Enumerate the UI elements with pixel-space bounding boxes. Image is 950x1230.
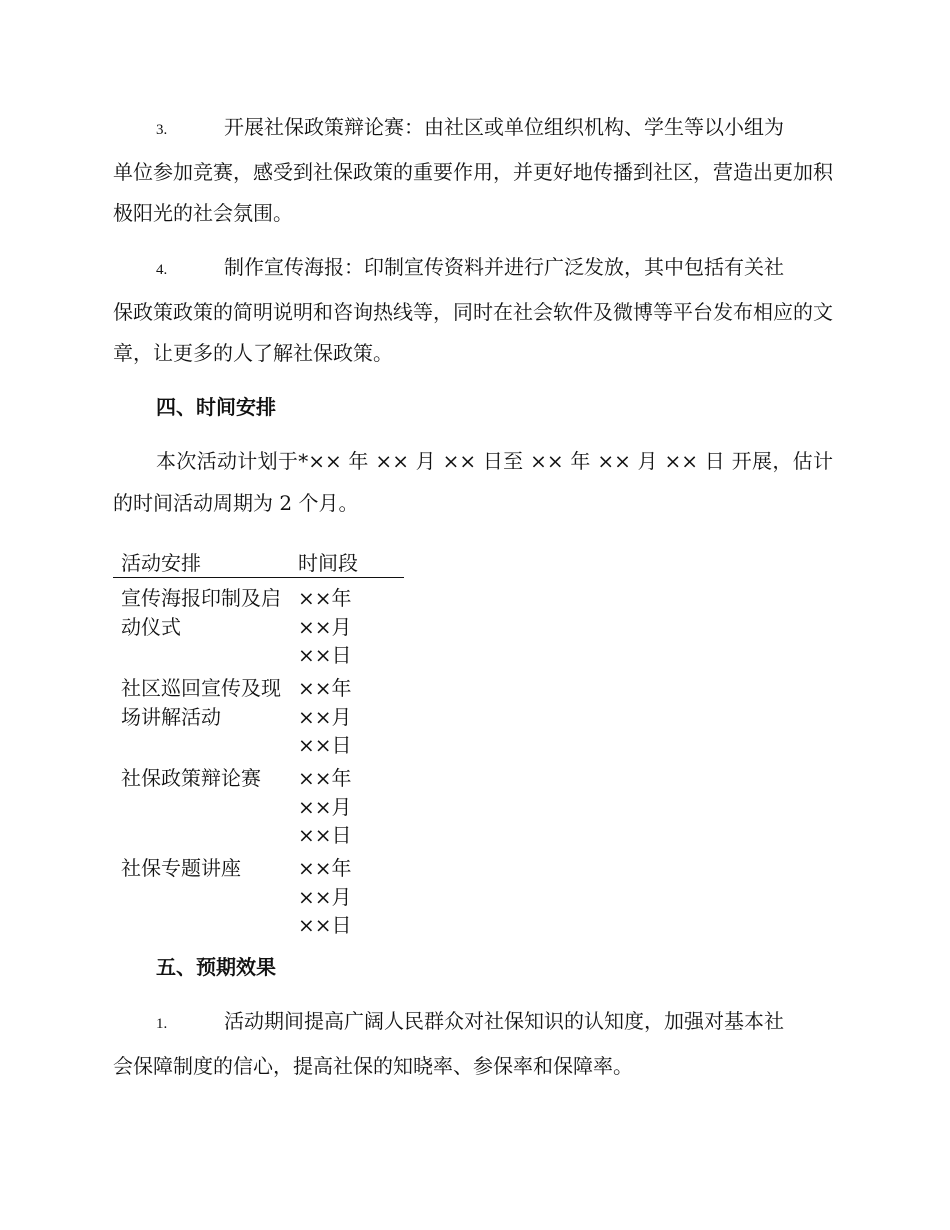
section-heading-expected-results: 五、预期效果 [156,955,276,979]
time-year: ××年 [298,676,352,700]
time-cell [298,764,388,850]
time-month: ××月 [298,794,352,819]
activity-cell: 社区巡回宣传及现场讲解活动 [121,676,281,729]
schedule-intro-paragraph: 本次活动计划于*×× 年 ×× 月 ×× 日至 ×× 年 ×× 月 ×× 日 开展，估计的时间活动周期为 2 个月。 [113,449,833,515]
activity-cell: 社保专题讲座 [121,856,241,880]
time-day: ××日 [298,733,352,757]
list-item-text-rest: 保政策政策的简明说明和咨询热线等，同时在社会软件及微博等平台发布相应的文章，让更多的人了解社保政策。 [113,299,833,365]
time-cell [298,854,388,940]
section-heading-schedule: 四、时间安排 [156,395,276,419]
list-item-text-rest: 单位参加竞赛，感受到社保政策的重要作用，并更好地传播到社区，营造出更加积极阳光的社会氛围。 [113,159,833,225]
schedule-table [113,543,404,938]
list-number: 1. [156,1016,168,1032]
table-row [113,668,404,758]
time-year: ××年 [298,586,352,610]
list-item-text-rest: 会保障制度的信心，提高社保的知晓率、参保率和保障率。 [113,1053,633,1078]
time-month: ××月 [298,704,352,729]
table-row [113,578,404,668]
list-item-1 [113,1001,833,1087]
list-number: 3. [156,122,168,138]
time-year: ××年 [298,856,352,880]
time-year: ××年 [298,766,352,790]
table-row [113,758,404,848]
time-cell [298,584,388,670]
list-item-text-line1: 开展社保政策辩论赛：由社区或单位组织机构、学生等以小组为 [224,115,784,139]
list-number: 4. [156,262,168,278]
table-header-row [113,543,404,578]
list-item-text-line1: 活动期间提高广阔人民群众对社保知识的认知度，加强对基本社 [224,1009,784,1033]
time-month: ××月 [298,884,352,909]
activity-cell: 社保政策辩论赛 [121,766,261,790]
list-item-3 [113,107,833,235]
table-row [113,848,404,938]
time-day: ××日 [298,643,352,667]
activity-cell: 宣传海报印制及启动仪式 [121,586,281,639]
list-item-4 [113,247,833,375]
time-cell [298,674,388,760]
table-header-activity: 活动安排 [121,551,201,575]
time-month: ××月 [298,614,352,639]
table-header-time: 时间段 [298,551,358,575]
time-day: ××日 [298,823,352,847]
time-day: ××日 [298,913,352,937]
list-item-text-line1: 制作宣传海报：印制宣传资料并进行广泛发放，其中包括有关社 [224,255,784,279]
